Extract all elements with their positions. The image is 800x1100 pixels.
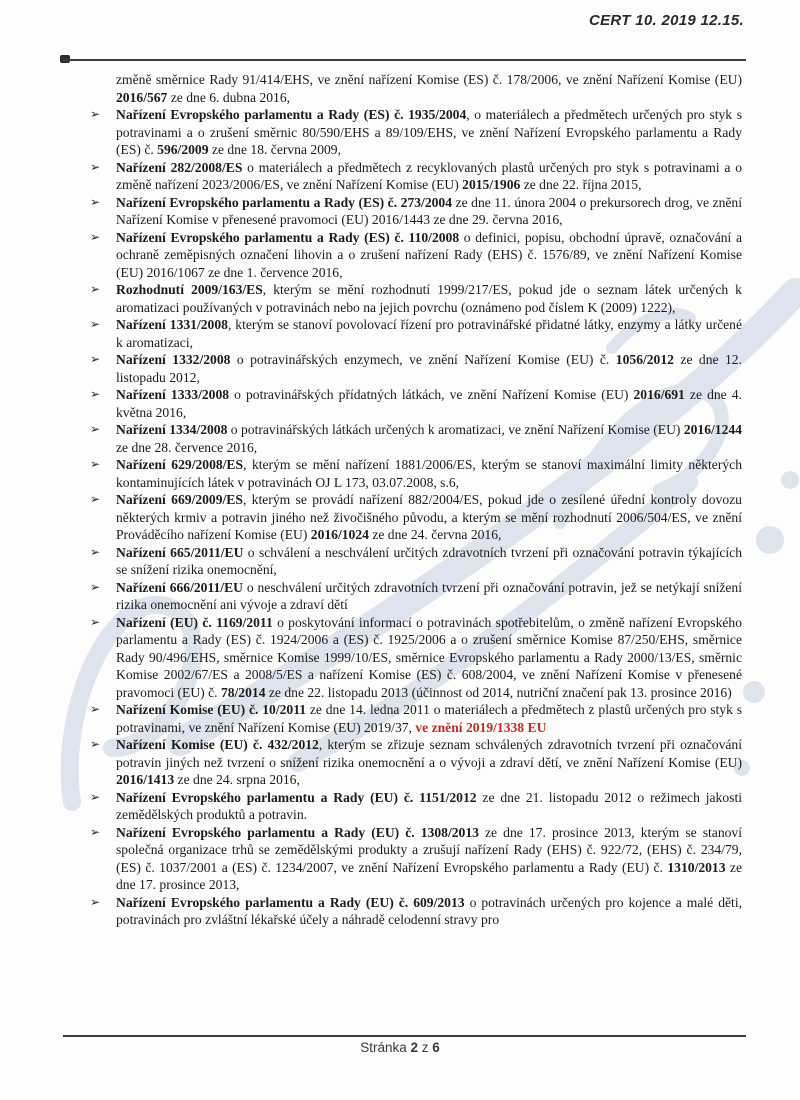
body-text: , kterým se mění rozhodnutí 1999/217/ES, pokud jde o seznam látek určených k aromatizaci používaných v potravinách nebo na jejich povrchu (oznámeno pod číslem K (2009) 1222), — [116, 282, 742, 315]
regulation-text — [116, 317, 742, 350]
body-text: , o materiálech a předmětech určených pro styk s potravinami a o zrušení směrnic 80/590/EHS a 89/109/EHS, ve znění Nařízení Evropského parlamentu a Rady (ES) č. — [116, 107, 742, 157]
body-text: o poskytování informací o potravinách spotřebitelům, o změně nařízení Evropského parlamentu a Rady (ES) č. 1924/2006 a (ES) č. 1925/2006 a o zrušení směrnice Komise 87/250/EHS, směrnice Rady 90/496/EHS, směrnice Komise 1999/10/ES, směrnice Evropského parlamentu a Rady 2000/13/ES, směrnic Komise 2002/67/ES a 2008/5/ES a nařízení Komise (ES) č. 608/2004, ve znění Nařízení Komise v přenesené pravomoci (EU) č. — [116, 614, 742, 700]
regulation-number: Nařízení 629/2008/ES — [116, 457, 244, 472]
body-text: ze dne 24. června 2016, — [368, 527, 502, 542]
continuation-paragraph — [116, 71, 742, 106]
regulation-number: 1056/2012 — [615, 352, 674, 367]
regulation-text — [116, 107, 742, 157]
regulation-number: Nařízení 1331/2008 — [116, 317, 228, 332]
body-text: o potravinách určených pro kojence a malé děti, potravinách pro zvláštní lékařské účely a náhradě celodenní stravy pro — [116, 894, 743, 927]
regulation-item — [90, 614, 742, 702]
regulation-item — [90, 351, 742, 386]
regulation-item — [90, 701, 742, 736]
body-text: o potravinářských látkách určených k aromatizaci, ve znění Nařízení Komise (EU) — [227, 422, 684, 437]
body-text: změně směrnice Rady 91/414/EHS, ve znění nařízení Komise (ES) č. 178/2006, ve znění Nařízení Komise (EU) — [116, 72, 742, 87]
regulation-number: 2015/1906 — [462, 177, 521, 192]
regulation-number: Nařízení Komise (EU) č. 10/2011 — [116, 702, 307, 717]
document-reference-stamp: CERT 10. 2019 12.15. — [589, 12, 744, 29]
header-rule — [63, 59, 746, 61]
list-bullet-icon: ➢ — [90, 352, 101, 366]
regulation-number: Nařízení Evropského parlamentu a Rady (EU) č. 1308/2013 — [116, 824, 479, 840]
body-text: , kterým se provádí nařízení 882/2004/ES, pokud jde o zesílené úřední kontroly dovozu některých krmiv a potravin jiného než živočišného původu, a kterým se mění rozhodnutí 2006/504/ES, ve znění Prováděcího nařízení Komise (EU) — [116, 492, 742, 542]
regulation-number: 2016/567 — [116, 89, 168, 105]
regulation-text — [116, 387, 742, 420]
regulation-number: 6 — [432, 1040, 440, 1055]
regulation-number: Nařízení Evropského parlamentu a Rady (ES) č. 110/2008 — [116, 229, 460, 245]
body-text: o definici, popisu, obchodní úpravě, označování a ochraně zeměpisných označení lihovin a o zrušení nařízení Rady (EHS) č. 1576/89, ve znění Nařízení Komise (EU) 2016/1067 ze dne 1. července 2016, — [116, 229, 743, 280]
body-text: ze dne 4. května 2016, — [116, 387, 742, 420]
regulation-number: Nařízení Komise (EU) č. 432/2012 — [116, 737, 319, 752]
regulation-number: 78/2014 — [220, 684, 266, 700]
regulation-list — [90, 106, 742, 929]
list-bullet-icon: ➢ — [90, 282, 101, 296]
regulation-item — [90, 736, 742, 789]
regulation-text — [116, 352, 742, 385]
body-text: z — [418, 1040, 433, 1055]
regulation-number: Nařízení (EU) č. 1169/2011 — [116, 614, 273, 630]
list-bullet-icon: ➢ — [90, 579, 101, 594]
regulation-item — [90, 491, 742, 544]
body-text: o materiálech a předmětech z recyklovaných plastů určených pro styk s potravinami a o změně nařízení 2023/2006/ES, ve znění Nařízení Komise (EU) — [116, 159, 742, 192]
regulation-item — [90, 281, 742, 316]
list-bullet-icon: ➢ — [90, 159, 101, 174]
regulation-number: Nařízení 665/2011/EU — [116, 544, 244, 560]
regulation-number: Nařízení 1332/2008 — [116, 352, 231, 367]
regulation-number: 2016/1244 — [683, 422, 742, 437]
regulation-item — [90, 106, 742, 159]
regulation-item — [90, 159, 742, 194]
regulation-text — [116, 160, 742, 193]
regulation-item — [90, 316, 742, 351]
body-text: o potravinářských přídatných látkách, ve znění Nařízení Komise (EU) — [229, 387, 634, 402]
regulation-item — [90, 544, 742, 579]
body-text: ze dne 11. února 2004 o prekursorech drog, ve znění Nařízení Komise v přenesené pravomoci (EU) 2016/1443 ze dne 29. června 2016, — [116, 194, 742, 227]
regulation-number: Nařízení Evropského parlamentu a Rady (ES) č. 1935/2004 — [116, 107, 467, 122]
regulation-text — [116, 895, 742, 928]
regulation-text — [116, 282, 742, 315]
list-bullet-icon: ➢ — [90, 422, 101, 436]
body-text: ze dne 22. října 2015, — [520, 177, 642, 192]
list-bullet-icon: ➢ — [90, 317, 101, 331]
document-body — [90, 71, 742, 929]
regulation-text — [116, 615, 742, 700]
list-bullet-icon: ➢ — [90, 737, 101, 751]
regulation-number: 2016/1413 — [116, 772, 175, 787]
regulation-text — [116, 422, 742, 455]
regulation-text — [116, 195, 742, 228]
body-text: ze dne 6. dubna 2016, — [167, 89, 291, 105]
regulation-item — [90, 421, 742, 456]
regulation-item — [90, 789, 742, 824]
list-bullet-icon: ➢ — [90, 107, 101, 121]
body-text: ze dne 24. srpna 2016, — [174, 772, 300, 787]
regulation-item — [90, 229, 742, 282]
regulation-item — [90, 824, 742, 894]
regulation-number: Nařízení 1334/2008 — [116, 422, 228, 437]
body-text: ze dne 17. prosince 2013, kterým se stanoví společná organizace trhů se zemědělskými produkty a zrušují nařízení Rady (EHS) č. 922/72, (EHS) č. 234/79, (ES) č. 1037/2001 a (ES) č. 1234/2007, ve znění Nařízení Evropského parlamentu a Rady (EU) č. — [116, 824, 743, 875]
body-text: ze dne 21. listopadu 2012 o režimech jakosti zemědělských produktů a potravin. — [116, 789, 742, 822]
regulation-item — [90, 894, 742, 929]
regulation-number: 1310/2013 — [667, 859, 726, 875]
list-bullet-icon: ➢ — [90, 702, 101, 716]
regulation-number: 2 — [410, 1040, 418, 1055]
list-bullet-icon: ➢ — [90, 457, 101, 471]
regulation-number: Rozhodnutí 2009/163/ES — [116, 282, 263, 297]
regulation-number: 2016/1024 — [310, 527, 369, 542]
list-bullet-icon: ➢ — [90, 614, 101, 629]
body-text: ze dne 12. listopadu 2012, — [116, 352, 742, 385]
regulation-text — [116, 457, 742, 490]
page-number-footer — [0, 1040, 800, 1055]
regulation-number: Nařízení Evropského parlamentu a Rady (EU) č. 1151/2012 — [116, 789, 477, 805]
regulation-number: Nařízení 669/2009/ES — [116, 492, 243, 507]
body-text: ze dne 14. ledna 2011 o materiálech a předmětech z plastů určených pro styk s potravinami, ve znění Nařízení Komise (EU) 2019/37, — [116, 702, 742, 735]
list-bullet-icon: ➢ — [90, 229, 101, 244]
regulation-number: Nařízení Evropského parlamentu a Rady (EU) č. 609/2013 — [116, 894, 465, 910]
body-text: ze dne 28. července 2016, — [116, 439, 258, 455]
regulation-number: Nařízení Evropského parlamentu a Rady (ES) č. 273/2004 — [116, 194, 453, 210]
list-bullet-icon: ➢ — [90, 492, 101, 506]
regulation-item — [90, 579, 742, 614]
regulation-item — [90, 456, 742, 491]
body-text: ze dne 18. června 2009, — [208, 142, 342, 157]
regulation-text — [116, 492, 742, 542]
regulation-number: Nařízení 1333/2008 — [116, 387, 230, 402]
regulation-number: Nařízení 666/2011/EU — [116, 579, 243, 595]
list-bullet-icon: ➢ — [90, 387, 101, 401]
list-bullet-icon: ➢ — [90, 789, 101, 804]
body-text: , kterým se mění nařízení 1881/2006/ES, kterým se stanoví maximální limity některých kontaminujících látek v potravinách OJ L 173, 03.07.2008, s.6, — [116, 457, 742, 490]
amendment-note-red: ve znění 2019/1338 EU — [415, 719, 547, 735]
regulation-text — [116, 790, 742, 823]
regulation-text — [116, 702, 742, 735]
regulation-text — [116, 825, 742, 893]
body-text: o neschválení určitých zdravotních tvrzení při označování potravin, jež se netýkají snížení rizika onemocnění ani vývoje a zdraví dětí — [116, 579, 742, 612]
body-text: ze dne 22. listopadu 2013 (účinnost od 2014, nutriční značení pak 13. prosince 2016) — [265, 684, 732, 700]
regulation-number: 596/2009 — [157, 142, 209, 157]
regulation-number: 2016/691 — [633, 387, 685, 402]
list-bullet-icon: ➢ — [90, 824, 101, 839]
body-text: ze dne 17. prosince 2013, — [116, 859, 743, 892]
footer-rule — [63, 1035, 746, 1037]
body-text: , kterým se zřizuje seznam schválených zdravotních tvrzení při označování potravin jiných než tvrzení o snížení rizika onemocnění a o vývoji a zdraví dětí, ve znění Nařízení Komise (EU) — [116, 737, 742, 770]
regulation-text — [116, 230, 742, 280]
list-bullet-icon: ➢ — [90, 194, 101, 209]
regulation-item — [90, 386, 742, 421]
body-text: o schválení a neschválení určitých zdravotních tvrzení při označování potravin týkajících se snížení rizika onemocnění, — [116, 544, 742, 577]
body-text: o potravinářských enzymech, ve znění Nařízení Komise (EU) č. — [230, 352, 616, 367]
regulation-number: Nařízení 282/2008/ES — [116, 159, 243, 175]
body-text: , kterým se stanoví povolovací řízení pro potravinářské přidatné látky, enzymy a látky určené k aromatizaci, — [116, 317, 742, 350]
regulation-item — [90, 194, 742, 229]
list-bullet-icon: ➢ — [90, 544, 101, 559]
regulation-text — [116, 580, 742, 613]
regulation-text — [116, 545, 742, 578]
regulation-text — [116, 737, 742, 787]
list-bullet-icon: ➢ — [90, 894, 101, 909]
body-text: Stránka — [360, 1040, 411, 1055]
